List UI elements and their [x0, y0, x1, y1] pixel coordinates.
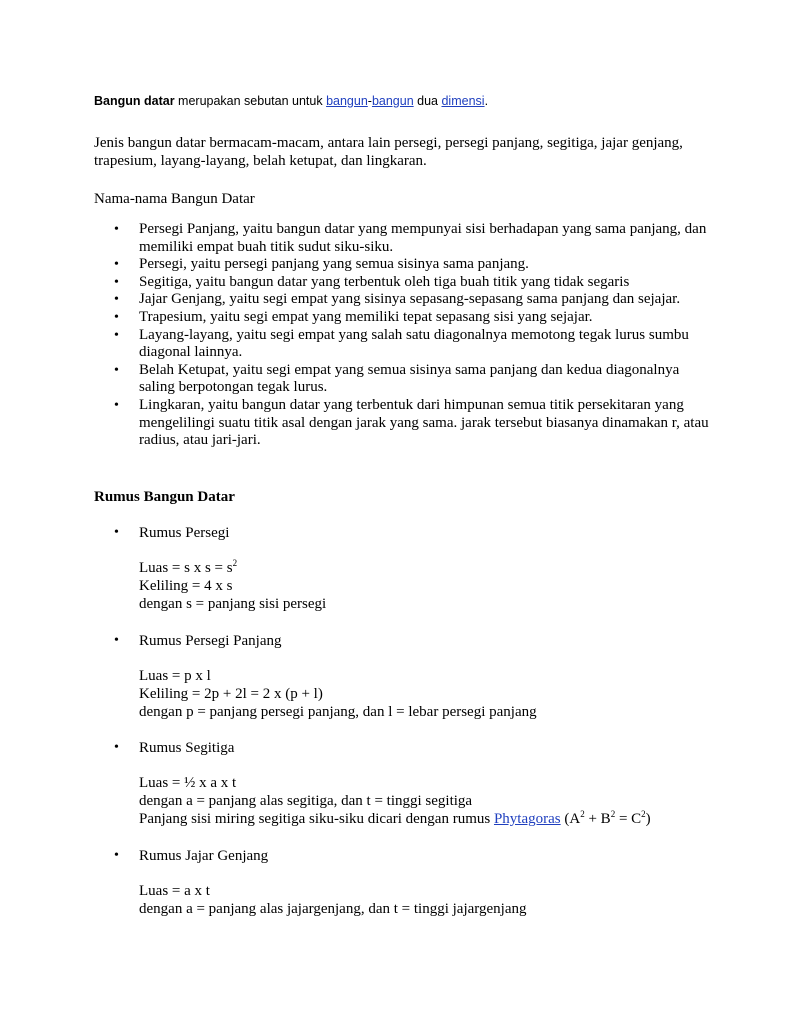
formula-b: + B: [584, 811, 611, 827]
link-bangun-2[interactable]: bangun: [371, 94, 414, 108]
formula-description: dengan a = panjang alas segitiga, dan t = tinggi segitiga: [139, 793, 473, 809]
list-item-text: Layang-layang, yaitu segi empat yang salah satu diagonalnya memotong tegak lurus sumbu diagonal lainnya.: [139, 326, 689, 361]
paragraph-jenis: Jenis bangun datar bermacam-macam, antara lain persegi, persegi panjang, segitiga, jajar genjang, trapesium, layang-layang, belah ketupat, dan lingkaran.: [94, 135, 683, 169]
section-segitiga: [94, 739, 734, 828]
formula-keliling: Keliling = 4 x s: [139, 578, 233, 594]
formula-c: = C: [615, 811, 642, 827]
formula-luas: Luas = ½ x a x t: [139, 775, 237, 791]
formula-luas: Luas = a x t: [139, 883, 210, 899]
formula-block: [94, 559, 734, 613]
section-persegi: [94, 524, 734, 613]
intro-period: .: [484, 94, 489, 108]
list-item-text: Persegi, yaitu persegi panjang yang semua sisinya sama panjang.: [139, 256, 529, 273]
section-title-text: Rumus Segitiga: [139, 740, 235, 756]
list-item-text: Lingkaran, yaitu bangun datar yang terbentuk dari himpunan semua titik persekitaran yang mengelilingi suatu titik asal dengan jarak yang sama. jarak tersebut biasanya dinamakan r, atau radius, atau jari-jari.: [139, 396, 709, 449]
bullet-icon: •: [114, 292, 119, 308]
section-title: [94, 739, 734, 757]
list-item-text: Trapesium, yaitu segi empat yang memiliki tepat sepasang sisi yang sejajar.: [139, 308, 593, 325]
shape-list: [94, 221, 714, 450]
link-phytagoras[interactable]: Phytagoras: [493, 811, 561, 827]
list-item: [94, 327, 714, 362]
bullet-icon: •: [114, 362, 119, 378]
link-bangun-1[interactable]: bangun: [326, 94, 368, 108]
list-item: [94, 309, 714, 327]
list-item: [94, 362, 714, 397]
bullet-icon: •: [114, 740, 119, 755]
formula-luas-text: Luas = s x s = s: [139, 560, 233, 576]
formula-description: dengan s = panjang sisi persegi: [139, 596, 327, 612]
bullet-icon: •: [114, 397, 119, 413]
superscript: 2: [580, 809, 585, 819]
intro-bold-term: Bangun datar: [94, 94, 175, 108]
section-persegi-panjang: [94, 632, 734, 721]
formula-block: [94, 667, 734, 721]
formula-keliling: Keliling = 2p + 2l = 2 x (p + l): [139, 686, 323, 702]
superscript: 2: [610, 809, 616, 819]
phytagoras-text: Panjang sisi miring segitiga siku-siku dicari dengan rumus: [139, 811, 494, 827]
bullet-icon: •: [114, 525, 119, 540]
formula-luas: [139, 559, 734, 577]
list-item-text: Persegi Panjang, yaitu bangun datar yang mempunyai sisi berhadapan yang sama panjang, dan memiliki empat buah titik sudut siku-siku.: [139, 221, 707, 255]
formula-block: [94, 882, 734, 918]
list-item: [94, 291, 714, 309]
section-jajar-genjang: [94, 847, 734, 918]
superscript: 2: [641, 809, 646, 819]
list-item-text: Segitiga, yaitu bangun datar yang terbentuk oleh tiga buah titik yang tidak segaris: [139, 273, 630, 290]
formula-description: dengan a = panjang alas jajargenjang, dan t = tinggi jajargenjang: [139, 901, 527, 917]
superscript: 2: [232, 558, 238, 568]
list-item: [94, 256, 714, 274]
section-title: [94, 524, 734, 542]
formula-description: dengan p = panjang persegi panjang, dan l = lebar persegi panjang: [139, 704, 537, 720]
section-title-text: Rumus Jajar Genjang: [139, 848, 269, 864]
section-title-text: Rumus Persegi: [139, 525, 230, 541]
bullet-icon: •: [114, 274, 119, 290]
bullet-icon: •: [114, 327, 119, 343]
list-item-text: Jajar Genjang, yaitu segi empat yang sisinya sepasang-sepasang sama panjang dan sejajar.: [139, 291, 681, 308]
formula-a: (A: [560, 811, 581, 827]
bullet-icon: •: [114, 222, 119, 237]
section-title: [94, 632, 734, 650]
list-item-text: Belah Ketupat, yaitu segi empat yang semua sisinya sama panjang dan kedua diagonalnya saling berpotongan tegak lurus.: [139, 361, 680, 396]
list-item: [94, 397, 714, 450]
list-item: [94, 221, 714, 256]
bullet-icon: •: [114, 633, 119, 648]
bullet-icon: •: [114, 257, 119, 273]
link-dimensi[interactable]: dimensi: [441, 94, 485, 108]
formula-phytagoras: [139, 810, 734, 828]
intro-dash: -: [367, 94, 372, 108]
intro-line: [94, 93, 488, 109]
intro-text-2: dua: [413, 94, 442, 108]
list-item: [94, 274, 714, 292]
bullet-icon: •: [114, 848, 119, 863]
formula-luas: Luas = p x l: [139, 668, 211, 684]
section-title-text: Rumus Persegi Panjang: [139, 633, 282, 649]
intro-text-1: merupakan sebutan untuk: [174, 94, 327, 108]
section-title: [94, 847, 734, 865]
bullet-icon: •: [114, 309, 119, 325]
formula-block: [94, 774, 734, 828]
heading-nama-nama: Nama-nama Bangun Datar: [94, 191, 255, 207]
formula-end: ): [645, 811, 651, 827]
heading-rumus: Rumus Bangun Datar: [94, 489, 235, 505]
